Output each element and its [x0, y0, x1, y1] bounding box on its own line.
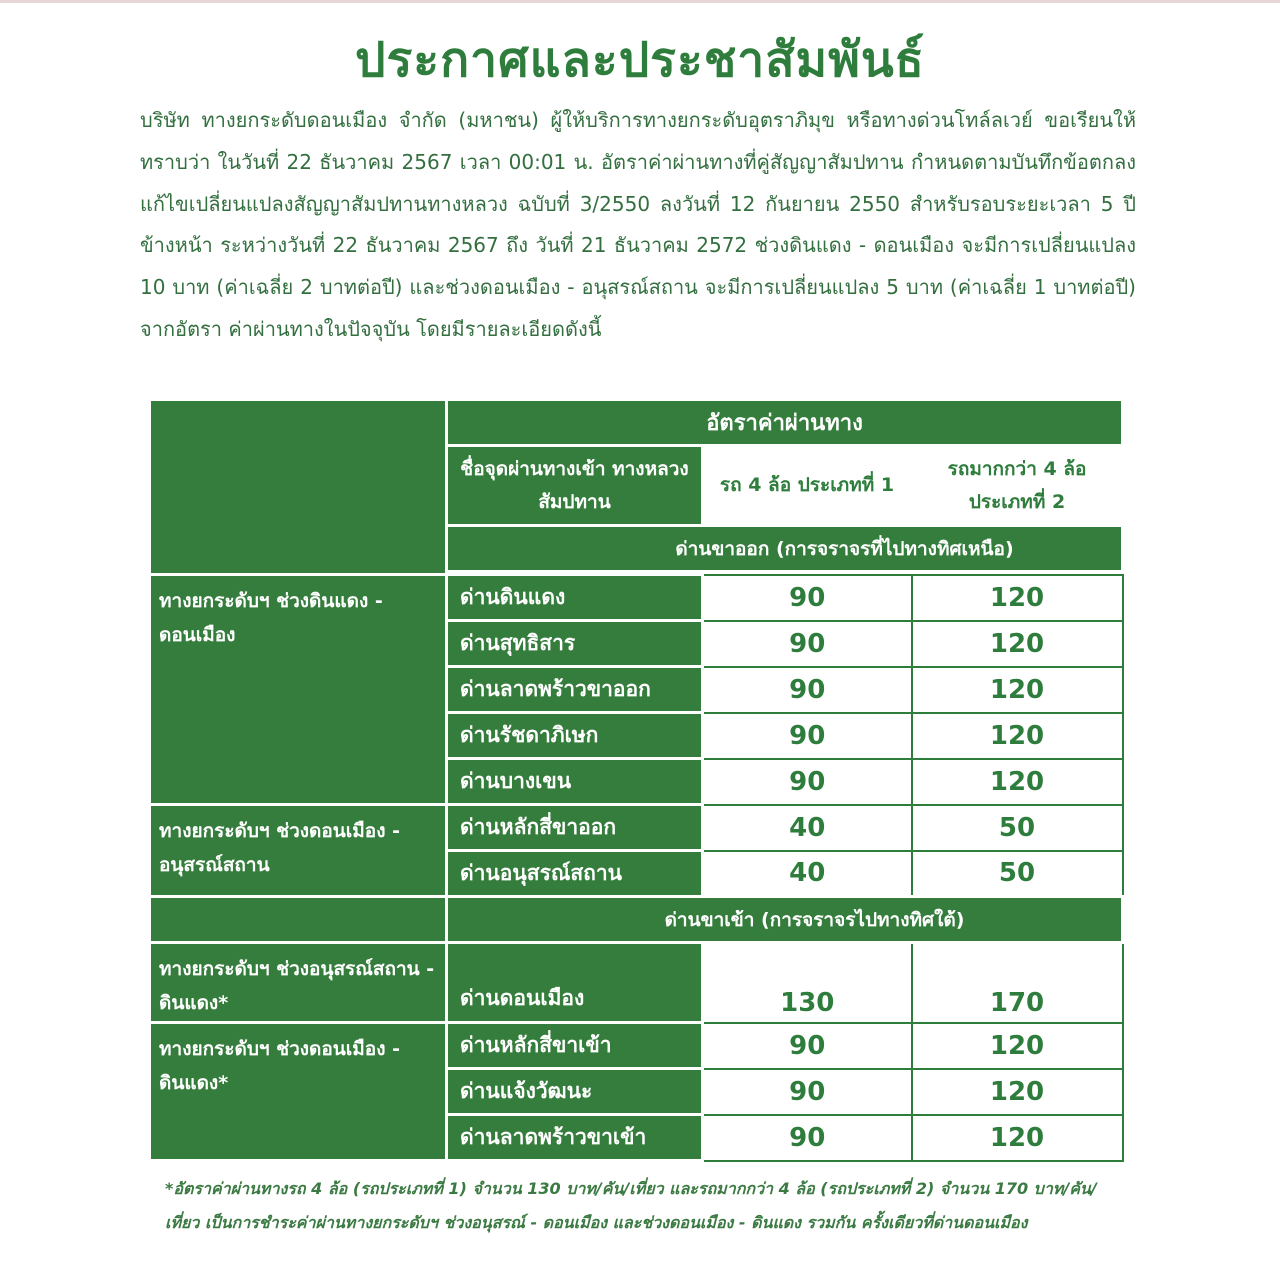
type2-rate: 120	[912, 1115, 1123, 1161]
plaza-name: ด่านบางเขน	[447, 759, 703, 805]
plaza-column-header: ชื่อจุดผ่านทางเข้า ทางหลวงสัมปทาน	[447, 446, 703, 526]
type2-rate: 120	[912, 713, 1123, 759]
type1-rate: 90	[703, 1069, 912, 1115]
plaza-name: ด่านหลักสี่ขาเข้า	[447, 1023, 703, 1069]
plaza-name: ด่านรัชดาภิเษก	[447, 713, 703, 759]
inbound-direction-label: ด่านขาเข้า (การจราจรไปทางทิศใต้)	[447, 897, 1123, 943]
type2-rate: 120	[912, 575, 1123, 621]
segment-name: ทางยกระดับฯ ช่วงดอนเมือง - ดินแดง*	[150, 1023, 447, 1161]
type2-rate: 170	[912, 943, 1123, 1023]
type2-rate: 50	[912, 805, 1123, 851]
plaza-name: ด่านหลักสี่ขาออก	[447, 805, 703, 851]
footnote: *อัตราค่าผ่านทางรถ 4 ล้อ (รถประเภทที่ 1) จำนวน 130 บาท/คัน/เที่ยว และรถมากกว่า 4 ล้อ (รถประเภทที่ 2) จำนวน 170 บาท/คัน/เที่ยว เป็นการชำระค่าผ่านทางยกระดับฯ ช่วงอนุสรณ์ - ดอนเมือง และช่วงดอนเมือง - ดินแดง รวมกัน ครั้งเดียวที่ด่านดอนเมือง	[165, 1179, 1097, 1232]
segment-name: ทางยกระดับฯ ช่วงดอนเมือง - อนุสรณ์สถาน	[150, 805, 447, 897]
type2-rate: 50	[912, 851, 1123, 897]
plaza-name: ด่านสุทธิสาร	[447, 621, 703, 667]
top-divider	[0, 0, 1280, 3]
type2-column-header: รถมากกว่า 4 ล้อ ประเภทที่ 2	[912, 446, 1123, 526]
segment-name: ทางยกระดับฯ ช่วงอนุสรณ์สถาน - ดินแดง*	[150, 943, 447, 1023]
plaza-name: ด่านแจ้งวัฒนะ	[447, 1069, 703, 1115]
plaza-name: ด่านดอนเมือง	[447, 943, 703, 1023]
type1-rate: 40	[703, 851, 912, 897]
type1-rate: 90	[703, 759, 912, 805]
announcement-text: บริษัท ทางยกระดับดอนเมือง จำกัด (มหาชน) ผู้ให้บริการทางยกระดับอุตราภิมุข หรือทางด่วนโทล์ลเวย์ ขอเรียนให้ทราบว่า ในวันที่ 22 ธันวาคม 2567 เวลา 00:01 น. อัตราค่าผ่านทางที่คู่สัญญาสัมปทาน กำหนดตามบันทึกข้อตกลงแก้ไขเปลี่ยนแปลงสัญญาสัมปทานทางหลวง ฉบับที่ 3/2550 ลงวันที่ 12 กันยายน 2550 สำหรับรอบระยะเวลา 5 ปีข้างหน้า ระหว่างวันที่ 22 ธันวาคม 2567 ถึง วันที่ 21 ธันวาคม 2572 ช่วงดินแดง - ดอนเมือง จะมีการเปลี่ยนแปลง 10 บาท (ค่าเฉลี่ย 2 บาทต่อปี) และช่วงดอนเมือง - อนุสรณ์สถาน จะมีการเปลี่ยนแปลง 5 บาท (ค่าเฉลี่ย 1 บาทต่อปี) จากอัตรา ค่าผ่านทางในปัจจุบัน โดยมีรายละเอียดดังนี้	[140, 108, 1136, 341]
type1-rate: 90	[703, 1023, 912, 1069]
type1-rate: 90	[703, 713, 912, 759]
plaza-name: ด่านอนุสรณ์สถาน	[447, 851, 703, 897]
plaza-name: ด่านดินแดง	[447, 575, 703, 621]
type1-rate: 90	[703, 1115, 912, 1161]
type1-rate: 90	[703, 667, 912, 713]
type1-rate: 90	[703, 621, 912, 667]
plaza-name: ด่านลาดพร้าวขาออก	[447, 667, 703, 713]
type1-rate: 90	[703, 575, 912, 621]
plaza-name: ด่านลาดพร้าวขาเข้า	[447, 1115, 703, 1161]
type1-rate: 130	[703, 943, 912, 1023]
type2-rate: 120	[912, 759, 1123, 805]
type1-column-header: รถ 4 ล้อ ประเภทที่ 1	[703, 446, 912, 526]
segment-name: ทางยกระดับฯ ช่วงดินแดง - ดอนเมือง	[150, 575, 447, 805]
page-title: ประกาศและประชาสัมพันธ์	[355, 32, 925, 88]
type2-rate: 120	[912, 1023, 1123, 1069]
type2-rate: 120	[912, 621, 1123, 667]
inbound-band-spacer	[150, 897, 447, 943]
toll-rate-table	[148, 398, 1124, 1162]
toll-rate-header: อัตราค่าผ่านทาง	[447, 400, 1123, 446]
type1-rate: 40	[703, 805, 912, 851]
table-corner-cell	[150, 400, 447, 575]
type2-rate: 120	[912, 1069, 1123, 1115]
type2-rate: 120	[912, 667, 1123, 713]
outbound-direction-label: ด่านขาออก (การจราจรที่ไปทางทิศเหนือ)	[447, 526, 1123, 572]
